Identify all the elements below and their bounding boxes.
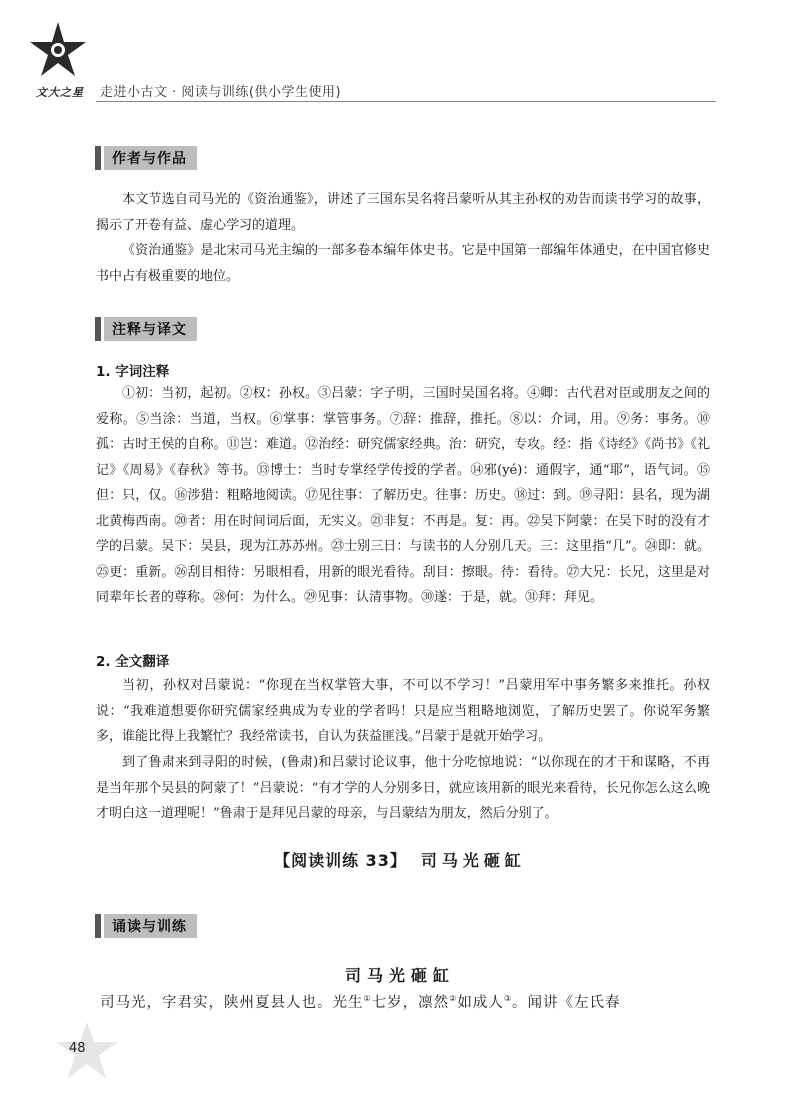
- translation-paragraph-1: 当初，孙权对吕蒙说：“你现在当权掌管大事，不可以不学习！”吕蒙用军中事务繁多来推托。孙权说：“我难道想要你研究儒家经典成为专业的学者吗！只是应当粗略地浏览，了解历史罢了。你说军务繁多，谁能比得上我繁忙？我经常读书，自认为获益匪浅。”吕蒙于是就开始学习。: [96, 678, 710, 744]
- note-ref: ②: [449, 994, 458, 1003]
- heading-bar: [95, 914, 101, 938]
- header-divider: [96, 101, 716, 102]
- text-segment: 七岁，凛然: [371, 994, 450, 1011]
- reading-training-title: [0, 848, 800, 871]
- author-paragraph-1: 本文节选自司马光的《资治通鉴》，讲述了三国东吴名将吕蒙听从其主孙权的劝告而读书学习的故事，揭示了开卷有益、虚心学习的道理。: [96, 192, 710, 233]
- brand-name: 文大之星: [36, 86, 84, 99]
- reading-training-label: 【阅读训练 33】: [274, 851, 407, 870]
- note-ref: ①: [363, 994, 372, 1003]
- subheading-word-notes: 1. 字词注释: [96, 364, 170, 380]
- text-title: 司马光砸缸: [344, 966, 455, 985]
- section-heading-author: [95, 143, 197, 173]
- section-heading-label: 诵读与训练: [104, 914, 197, 938]
- page-number: 48: [69, 1041, 86, 1056]
- star-logo-icon: [28, 20, 88, 78]
- heading-bar: [95, 146, 101, 170]
- section-heading-label: 作者与作品: [104, 146, 197, 170]
- header-title: 走进小古文 · 阅读与训练(供小学生使用): [100, 85, 342, 100]
- page-star-icon: [52, 1020, 122, 1080]
- subheading-translation: 2. 全文翻译: [96, 654, 170, 670]
- text-segment: 。闻讲《左氏春: [512, 994, 621, 1011]
- section-heading-label: 注释与译文: [104, 317, 197, 341]
- note-ref: ③: [503, 994, 513, 1003]
- text-segment: 如成人: [457, 994, 504, 1011]
- section-heading-recite: [95, 911, 197, 941]
- classical-text-line: [100, 986, 740, 1016]
- word-notes-paragraph: ①初：当初，起初。②权：孙权。③吕蒙：字子明，三国时吴国名将。④卿：古代君对臣或朋友之间的爱称。⑤当涂：当道，当权。⑥掌事：掌管事务。⑦辞：推辞，推托。⑧以：介词，用。⑨务：事务。⑩孤：古时王侯的自称。⑪岂：难道。⑫治经：研究儒家经典。治：研究，专攻。经：指《诗经》《尚书》《礼记》《周易》《春秋》等书。⑬博士：当时专掌经学传授的学者。⑭邪(yé)：通假字，通“耶”，语气词。⑮但：只，仅。⑯涉猎：粗略地阅读。⑰见往事：了解历史。往事：历史。⑱过：到。⑲寻阳：县名，现为湖北黄梅西南。⑳者：用在时间词后面，无实义。㉑非复：不再是。复：再。㉒吴下阿蒙：在吴下时的没有才学的吕蒙。吴下：吴县，现为江苏苏州。㉓士别三日：与读书的人分别几天。三：这里指“几”。㉔即：就。㉕更：重新。㉖刮目相待：另眼相看，用新的眼光看待。刮目：擦眼。待：看待。㉗大兄：长兄，这里是对同辈年长者的尊称。㉘何：为什么。㉙见事：认清事物。㉚遂：于是，就。㉛拜：拜见。: [96, 386, 710, 605]
- author-paragraph-2: 《资治通鉴》是北宋司马光主编的一部多卷本编年体史书。它是中国第一部编年体通史，在中国官修史书中占有极重要的地位。: [96, 243, 710, 284]
- section-heading-notes: [95, 314, 197, 344]
- translation-paragraph-2: 到了鲁肃来到寻阳的时候，(鲁肃)和吕蒙讨论议事，他十分吃惊地说：“以你现在的才干和谋略，不再是当年那个吴县的阿蒙了！”吕蒙说：“有才学的人分别多日，就应该用新的眼光来看待，长兄你怎么这么晚才明白这一道理呢！”鲁肃于是拜见吕蒙的母亲，与吕蒙结为朋友，然后分别了。: [96, 755, 710, 821]
- reading-training-name: 司马光砸缸: [420, 851, 526, 870]
- text-segment: 司马光，字君实，陕州夏县人也。光生: [100, 994, 364, 1011]
- heading-bar: [95, 317, 101, 341]
